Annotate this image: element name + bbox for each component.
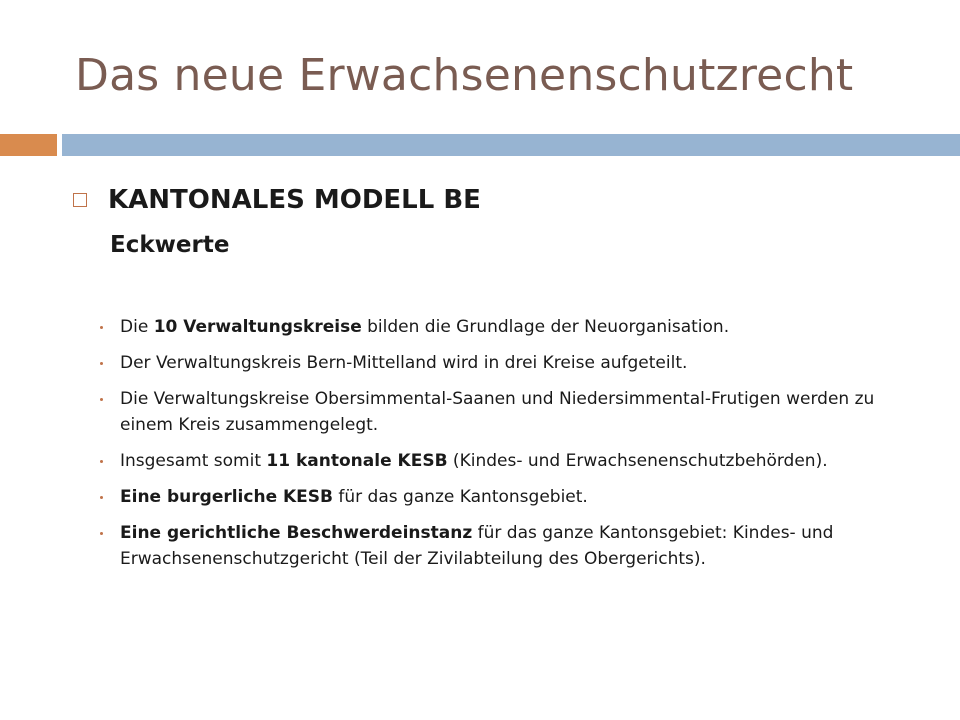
bullet-text: Die bbox=[120, 317, 154, 337]
bullet-dot-icon bbox=[100, 460, 103, 463]
slide-title: Das neue Erwachsenenschutzrecht bbox=[75, 50, 854, 101]
bullet-text-bold: 10 Verwaltungskreise bbox=[153, 317, 362, 337]
bullet-text: (Kindes- und Erwachsenenschutzbehörden). bbox=[447, 451, 828, 471]
section-subheading: Eckwerte bbox=[110, 232, 230, 258]
bullet-text-bold: Eine burgerliche KESB bbox=[120, 487, 333, 507]
bullet-text: bilden die Grundlage der Neuorganisation. bbox=[361, 317, 730, 337]
bullet-item bbox=[100, 314, 900, 340]
bullet-dot-icon bbox=[100, 362, 103, 365]
bullet-text: für das ganze Kantonsgebiet. bbox=[333, 487, 588, 507]
bullet-list bbox=[100, 314, 900, 582]
bullet-item bbox=[100, 350, 900, 376]
bullet-text: Insgesamt somit bbox=[120, 451, 267, 471]
title-rule-bar bbox=[62, 134, 960, 156]
bullet-text: Der Verwaltungskreis Bern-Mittelland wird in drei Kreise aufgeteilt. bbox=[120, 353, 688, 373]
section-heading: KANTONALES MODELL BE bbox=[108, 185, 481, 215]
bullet-dot-icon bbox=[100, 398, 103, 401]
square-bullet-icon bbox=[73, 193, 87, 207]
bullet-dot-icon bbox=[100, 532, 103, 535]
bullet-dot-icon bbox=[100, 326, 103, 329]
bullet-item bbox=[100, 386, 900, 438]
bullet-dot-icon bbox=[100, 496, 103, 499]
bullet-item bbox=[100, 484, 900, 510]
accent-bar bbox=[0, 134, 57, 156]
bullet-item bbox=[100, 448, 900, 474]
bullet-item bbox=[100, 520, 900, 572]
bullet-text: für das ganze Kantonsgebiet: Kindes- und Erwachsenenschutzgericht (Teil der Zivilabteilung des Obergerichts). bbox=[120, 523, 834, 569]
bullet-text: Die Verwaltungskreise Obersimmental-Saanen und Niedersimmental-Frutigen werden zu einem Kreis zusammengelegt. bbox=[120, 389, 875, 435]
bullet-text-bold: 11 kantonale KESB bbox=[266, 451, 448, 471]
bullet-text-bold: Eine gerichtliche Beschwerdeinstanz bbox=[120, 523, 473, 543]
